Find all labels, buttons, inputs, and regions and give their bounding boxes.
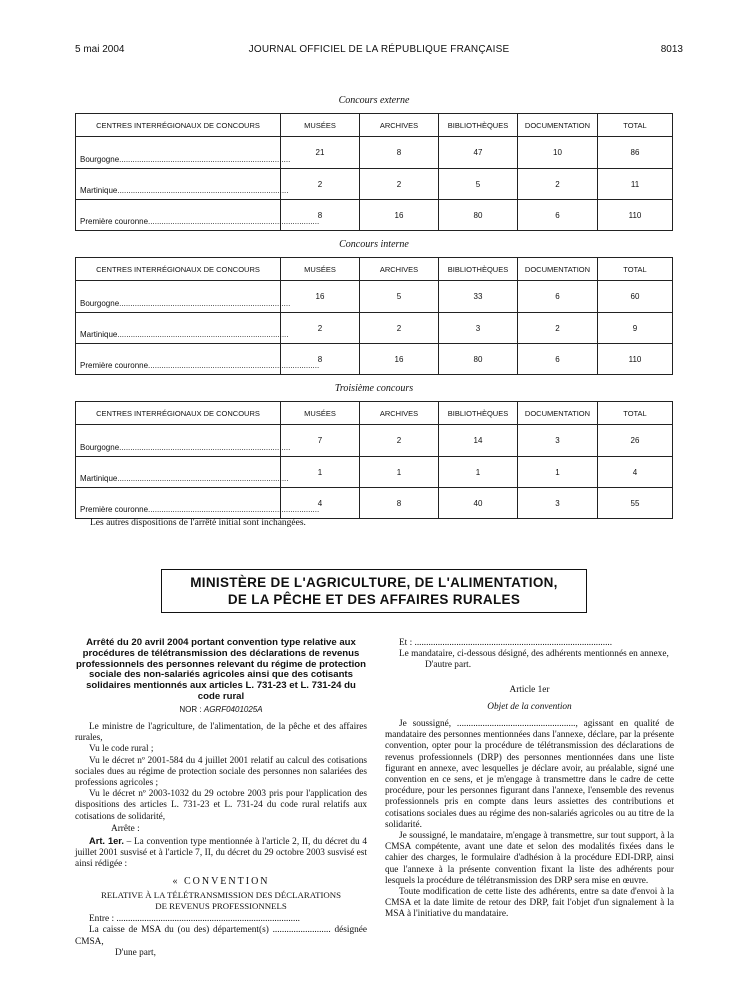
table-cell: 3 bbox=[518, 488, 598, 519]
column-header: ARCHIVES bbox=[360, 402, 439, 425]
table-cell: 10 bbox=[518, 137, 598, 169]
column-header: ARCHIVES bbox=[360, 114, 439, 137]
paragraph: Arrête : bbox=[111, 823, 140, 834]
table-header-row bbox=[76, 402, 673, 425]
table-cell: 60 bbox=[598, 281, 673, 313]
table-row bbox=[76, 488, 673, 519]
table-cell: 3 bbox=[518, 425, 598, 457]
ministry-banner bbox=[161, 569, 587, 613]
table-cell: 8 bbox=[281, 200, 360, 231]
column-header: DOCUMENTATION bbox=[518, 258, 598, 281]
row-name: Première couronne............................................................................. bbox=[76, 344, 281, 375]
column-header: CENTRES INTERRÉGIONAUX DE CONCOURS bbox=[76, 114, 281, 137]
table-cell: 2 bbox=[281, 169, 360, 200]
table-cell: 2 bbox=[281, 313, 360, 344]
table-cell: 1 bbox=[360, 457, 439, 488]
paragraph: Toute modification de cette liste des adhérents, entre sa date d'envoi à la CMSA et la date limite de retour des DRP, fait l'objet d'un signalement à la MSA à l'initiative du mandataire. bbox=[385, 887, 674, 920]
article-heading: Article 1er bbox=[509, 684, 550, 695]
table-cell: 5 bbox=[439, 169, 518, 200]
row-name: Martinique............................................................................. bbox=[76, 457, 281, 488]
table-cell: 33 bbox=[439, 281, 518, 313]
table-cell: 47 bbox=[439, 137, 518, 169]
convention-heading: « CONVENTION bbox=[172, 875, 270, 887]
paragraph: D'autre part. bbox=[425, 660, 472, 671]
table-cell: 1 bbox=[518, 457, 598, 488]
column-header: MUSÉES bbox=[281, 258, 360, 281]
header-journal-title: JOURNAL OFFICIEL DE LA RÉPUBLIQUE FRANÇAISE bbox=[248, 44, 510, 55]
table-cell: 8 bbox=[281, 344, 360, 375]
table-caption: Concours interne bbox=[339, 239, 409, 250]
row-name: Première couronne............................................................................. bbox=[76, 200, 281, 231]
column-header: CENTRES INTERRÉGIONAUX DE CONCOURS bbox=[76, 258, 281, 281]
table-cell: 6 bbox=[518, 281, 598, 313]
table-cell: 1 bbox=[439, 457, 518, 488]
closing-note: Les autres dispositions de l'arrêté initial sont inchangées. bbox=[90, 518, 306, 528]
table-cell: 2 bbox=[360, 313, 439, 344]
decree-title: Arrêté du 20 avril 2004 portant convention type relative aux procédures de télétransmission des déclarations de revenus professionnels des personnes relevant du régime de protection sociale des non-salariés agricoles ainsi que des cotisants solidaires mentionnés aux articles L. 731-23 et L. 731-24 du code rural bbox=[75, 637, 367, 702]
paragraph: Vu le code rural ; bbox=[89, 744, 154, 755]
column-header: BIBLIOTHÈQUES bbox=[439, 258, 518, 281]
table-cell: 16 bbox=[360, 344, 439, 375]
column-header: CENTRES INTERRÉGIONAUX DE CONCOURS bbox=[76, 402, 281, 425]
table-cell: 16 bbox=[360, 200, 439, 231]
table-cell: 6 bbox=[518, 344, 598, 375]
paragraph: La caisse de MSA du (ou des) département(s) ......................... désignée CMSA, bbox=[75, 925, 367, 947]
table-cell: 86 bbox=[598, 137, 673, 169]
paragraph: Je soussigné, ..................................................., agissant en qualité de mandataire des personnes mentionnées dans l'annexe, déclare, par la présente convention, opter pour la procédure de télétransmission des déclarations de revenus professionnels (DRP) des personnes mentionnées dans une liste figurant en annexe, avec lesquelles je déclare avoir, au préalable, signé une convention en ce sens, et je m'engage à transmettre dans le cadre de cette procédure, pour les personnes figurant dans l'annexe, l'ensemble des revenus professionnels pris en compte dans leurs assiettes des contributions et cotisations sociales dues au régime des non-salariés agricoles ou au titre de la solidarité. bbox=[385, 719, 674, 830]
table-cell: 16 bbox=[281, 281, 360, 313]
table-cell: 80 bbox=[439, 344, 518, 375]
convention-subtitle: RELATIVE À LA TÉLÉTRANSMISSION DES DÉCLARATIONS bbox=[100, 889, 342, 900]
page-header bbox=[75, 44, 683, 58]
paragraph: Et : ..................................................................................... bbox=[399, 638, 613, 648]
table-cell: 4 bbox=[281, 488, 360, 519]
table-concours-externe bbox=[75, 113, 673, 231]
table-cell: 40 bbox=[439, 488, 518, 519]
table-row bbox=[76, 281, 673, 313]
table-troisieme-concours bbox=[75, 401, 673, 519]
paragraph: Je soussigné, le mandataire, m'engage à transmettre, sur tout support, à la CMSA compétente, avant une date et selon des modalités fixées dans le cahier des charges, le formulaire d'adhésion à la procédure EDI-DRP, ainsi que l'annexe à la présente convention fixant la liste des adhérents pour lesquels la procédure de télétransmission des DRP sera mise en œuvre. bbox=[385, 831, 674, 886]
table-row bbox=[76, 313, 673, 344]
table-cell: 14 bbox=[439, 425, 518, 457]
paragraph: Le mandataire, ci-dessous désigné, des adhérents mentionnés en annexe, bbox=[399, 649, 669, 660]
row-name: Martinique............................................................................. bbox=[76, 313, 281, 344]
column-header: DOCUMENTATION bbox=[518, 402, 598, 425]
table-cell: 80 bbox=[439, 200, 518, 231]
table-cell: 55 bbox=[598, 488, 673, 519]
table-cell: 21 bbox=[281, 137, 360, 169]
table-row bbox=[76, 169, 673, 200]
left-column bbox=[75, 638, 367, 959]
row-name: Première couronne............................................................................. bbox=[76, 488, 281, 519]
table-cell: 2 bbox=[360, 425, 439, 457]
table-row bbox=[76, 425, 673, 457]
table-header-row bbox=[76, 258, 673, 281]
table-caption: Troisième concours bbox=[334, 383, 414, 394]
table-caption: Concours externe bbox=[338, 95, 410, 106]
column-header: TOTAL bbox=[598, 258, 673, 281]
row-name: Bourgogne............................................................................. bbox=[76, 281, 281, 313]
convention-subtitle: DE REVENUS PROFESSIONNELS bbox=[155, 901, 287, 912]
column-header: TOTAL bbox=[598, 114, 673, 137]
ministry-line: DE LA PÊCHE ET DES AFFAIRES RURALES bbox=[227, 592, 521, 607]
table-cell: 2 bbox=[518, 313, 598, 344]
column-header: ARCHIVES bbox=[360, 258, 439, 281]
table-row bbox=[76, 457, 673, 488]
table-cell: 8 bbox=[360, 488, 439, 519]
paragraph: Entre : ............................................................................... bbox=[89, 914, 300, 925]
table-cell: 110 bbox=[598, 344, 673, 375]
table-cell: 3 bbox=[439, 313, 518, 344]
article-subheading: Objet de la convention bbox=[487, 701, 572, 712]
column-header: MUSÉES bbox=[281, 402, 360, 425]
table-header-row bbox=[76, 114, 673, 137]
nor-reference: NOR : AGRF0401025A bbox=[179, 704, 263, 714]
column-header: BIBLIOTHÈQUES bbox=[439, 114, 518, 137]
table-cell: 8 bbox=[360, 137, 439, 169]
table-cell: 1 bbox=[281, 457, 360, 488]
table-cell: 26 bbox=[598, 425, 673, 457]
table-cell: 7 bbox=[281, 425, 360, 457]
row-name: Bourgogne............................................................................. bbox=[76, 425, 281, 457]
row-name: Martinique............................................................................. bbox=[76, 169, 281, 200]
paragraph: Vu le décret nº 2001-584 du 4 juillet 2001 relatif au calcul des cotisations sociales dues au régime de protection sociale des personnes non salariées des professions agricoles ; bbox=[75, 755, 367, 788]
table-cell: 6 bbox=[518, 200, 598, 231]
table-cell: 2 bbox=[518, 169, 598, 200]
paragraph: Le ministre de l'agriculture, de l'alimentation, de la pêche et des affaires rurales, bbox=[75, 721, 367, 744]
paragraph: D'une part, bbox=[115, 947, 156, 958]
column-header: BIBLIOTHÈQUES bbox=[439, 402, 518, 425]
table-cell: 5 bbox=[360, 281, 439, 313]
table-cell: 2 bbox=[360, 169, 439, 200]
row-name: Bourgogne............................................................................. bbox=[76, 137, 281, 169]
table-row bbox=[76, 137, 673, 169]
article-paragraph: Art. 1er. – La convention type mentionnée à l'article 2, II, du décret du 4 juillet 2001 susvisé et à l'article 7, II, du décret du 29 octobre 2003 susvisé est ainsi rédigée : bbox=[75, 836, 367, 870]
column-header: MUSÉES bbox=[281, 114, 360, 137]
right-column bbox=[385, 638, 674, 921]
ministry-line: MINISTÈRE DE L'AGRICULTURE, DE L'ALIMENTATION, bbox=[190, 575, 558, 590]
table-concours-interne bbox=[75, 257, 673, 375]
table-cell: 9 bbox=[598, 313, 673, 344]
column-header: DOCUMENTATION bbox=[518, 114, 598, 137]
header-date: 5 mai 2004 bbox=[75, 44, 125, 55]
table-cell: 11 bbox=[598, 169, 673, 200]
table-row bbox=[76, 344, 673, 375]
column-header: TOTAL bbox=[598, 402, 673, 425]
header-page-number: 8013 bbox=[660, 44, 683, 55]
paragraph: Vu le décret nº 2003-1032 du 29 octobre 2003 pris pour l'application des dispositions des articles L. 731-23 et L. 731-24 du code rural relatifs aux cotisations de solidarité, bbox=[75, 789, 367, 822]
table-cell: 110 bbox=[598, 200, 673, 231]
table-cell: 4 bbox=[598, 457, 673, 488]
table-row bbox=[76, 200, 673, 231]
